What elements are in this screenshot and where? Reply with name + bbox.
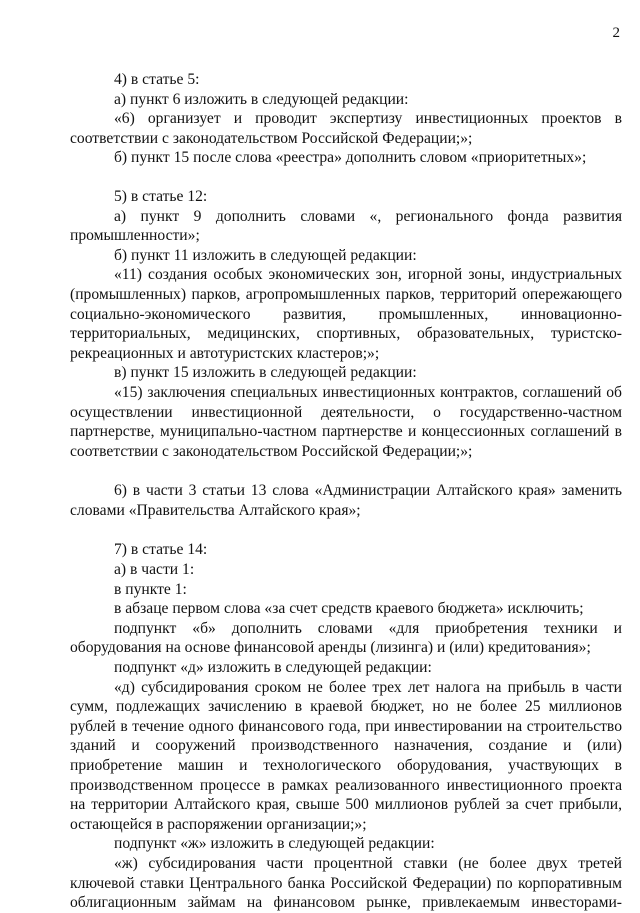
paragraph-quote-point-6: «6) организует и проводит экспертизу инвестиционных проектов в соответствии с законодательством Российской Федерации;»; <box>70 110 622 147</box>
paragraph-item-v-point-15: в) пункт 15 изложить в следующей редакции: <box>114 364 417 382</box>
paragraph-abzac-first: в абзаце первом слова «за счет средств краевого бюджета» исключить; <box>114 600 584 618</box>
page-number: 2 <box>612 25 620 41</box>
paragraph-article-14-heading: 7) в статье 14: <box>114 541 208 559</box>
paragraph-article-13: 6) в части 3 статьи 13 слова «Администрации Алтайского края» заменить словами «Правительства Алтайского края»; <box>70 482 622 519</box>
paragraph-quote-subpoint-d: «д) субсидирования сроком не более трех лет налога на прибыль в части сумм, подлежащих зачислению в краевой бюджет, но не более 25 миллионов рублей в течение одного финансового года, при инвестировании на строительство зданий и сооружений производственного назначения, создание и (или) приобретение машин и технологического оборудования, участвующих в производственном процессе в рамках реализованного инвестиционного проекта на территории Алтайского края, свыше 500 миллионов рублей за счет прибыли, остающейся в распоряжении организации;»; <box>70 678 622 833</box>
paragraph-quote-subpoint-zh: «ж) субсидирования части процентной ставки (не более двух третей ключевой ставки Центрального банка Российской Федерации) по корпоративным облигационным займам на финансовом рынке, привлекаемым инвесторами- <box>70 854 622 912</box>
paragraph-subpoint-d-intro: подпункт «д» изложить в следующей редакции: <box>114 659 432 677</box>
paragraph-point-1: в пункте 1: <box>114 580 187 598</box>
paragraph-item-b-point-15: б) пункт 15 после слова «реестра» дополнить словом «приоритетных»; <box>114 149 587 167</box>
paragraph-article-12-heading: 5) в статье 12: <box>114 187 208 205</box>
paragraph-item-b-point-11: б) пункт 11 изложить в следующей редакции: <box>114 246 417 264</box>
paragraph-quote-point-11: «11) создания особых экономических зон, игорной зоны, индустриальных (промышленных) парков, агропромышленных парков, территорий опережающего социально-экономического развития, промышленных, инновационно-территориальных, медицинских, спортивных, образовательных, туристско-рекреационных и автотуристских кластеров;»; <box>70 266 622 362</box>
paragraph-subpoint-zh-intro: подпункт «ж» изложить в следующей редакции: <box>114 835 435 853</box>
paragraph-article-5-heading: 4) в статье 5: <box>114 71 200 88</box>
paragraph-item-a-point-9: а) пункт 9 дополнить словами «, регионального фонда развития промышленности»; <box>70 207 622 245</box>
document-body <box>70 70 622 913</box>
paragraph-part-1: а) в части 1: <box>114 561 195 579</box>
paragraph-item-a-point-6: а) пункт 6 изложить в следующей редакции: <box>114 90 409 108</box>
paragraph-quote-point-15: «15) заключения специальных инвестиционных контрактов, соглашений об осуществлении инвестиционной деятельности, о государственно-частном партнерстве, муниципально-частном партнерстве и концессионных соглашений в соответствии с законодательством Российской Федерации;»; <box>70 383 622 460</box>
paragraph-subpoint-b: подпункт «б» дополнить словами «для приобретения техники и оборудования на основе финансовой аренды (лизинга) и (или) кредитования»; <box>70 619 622 657</box>
